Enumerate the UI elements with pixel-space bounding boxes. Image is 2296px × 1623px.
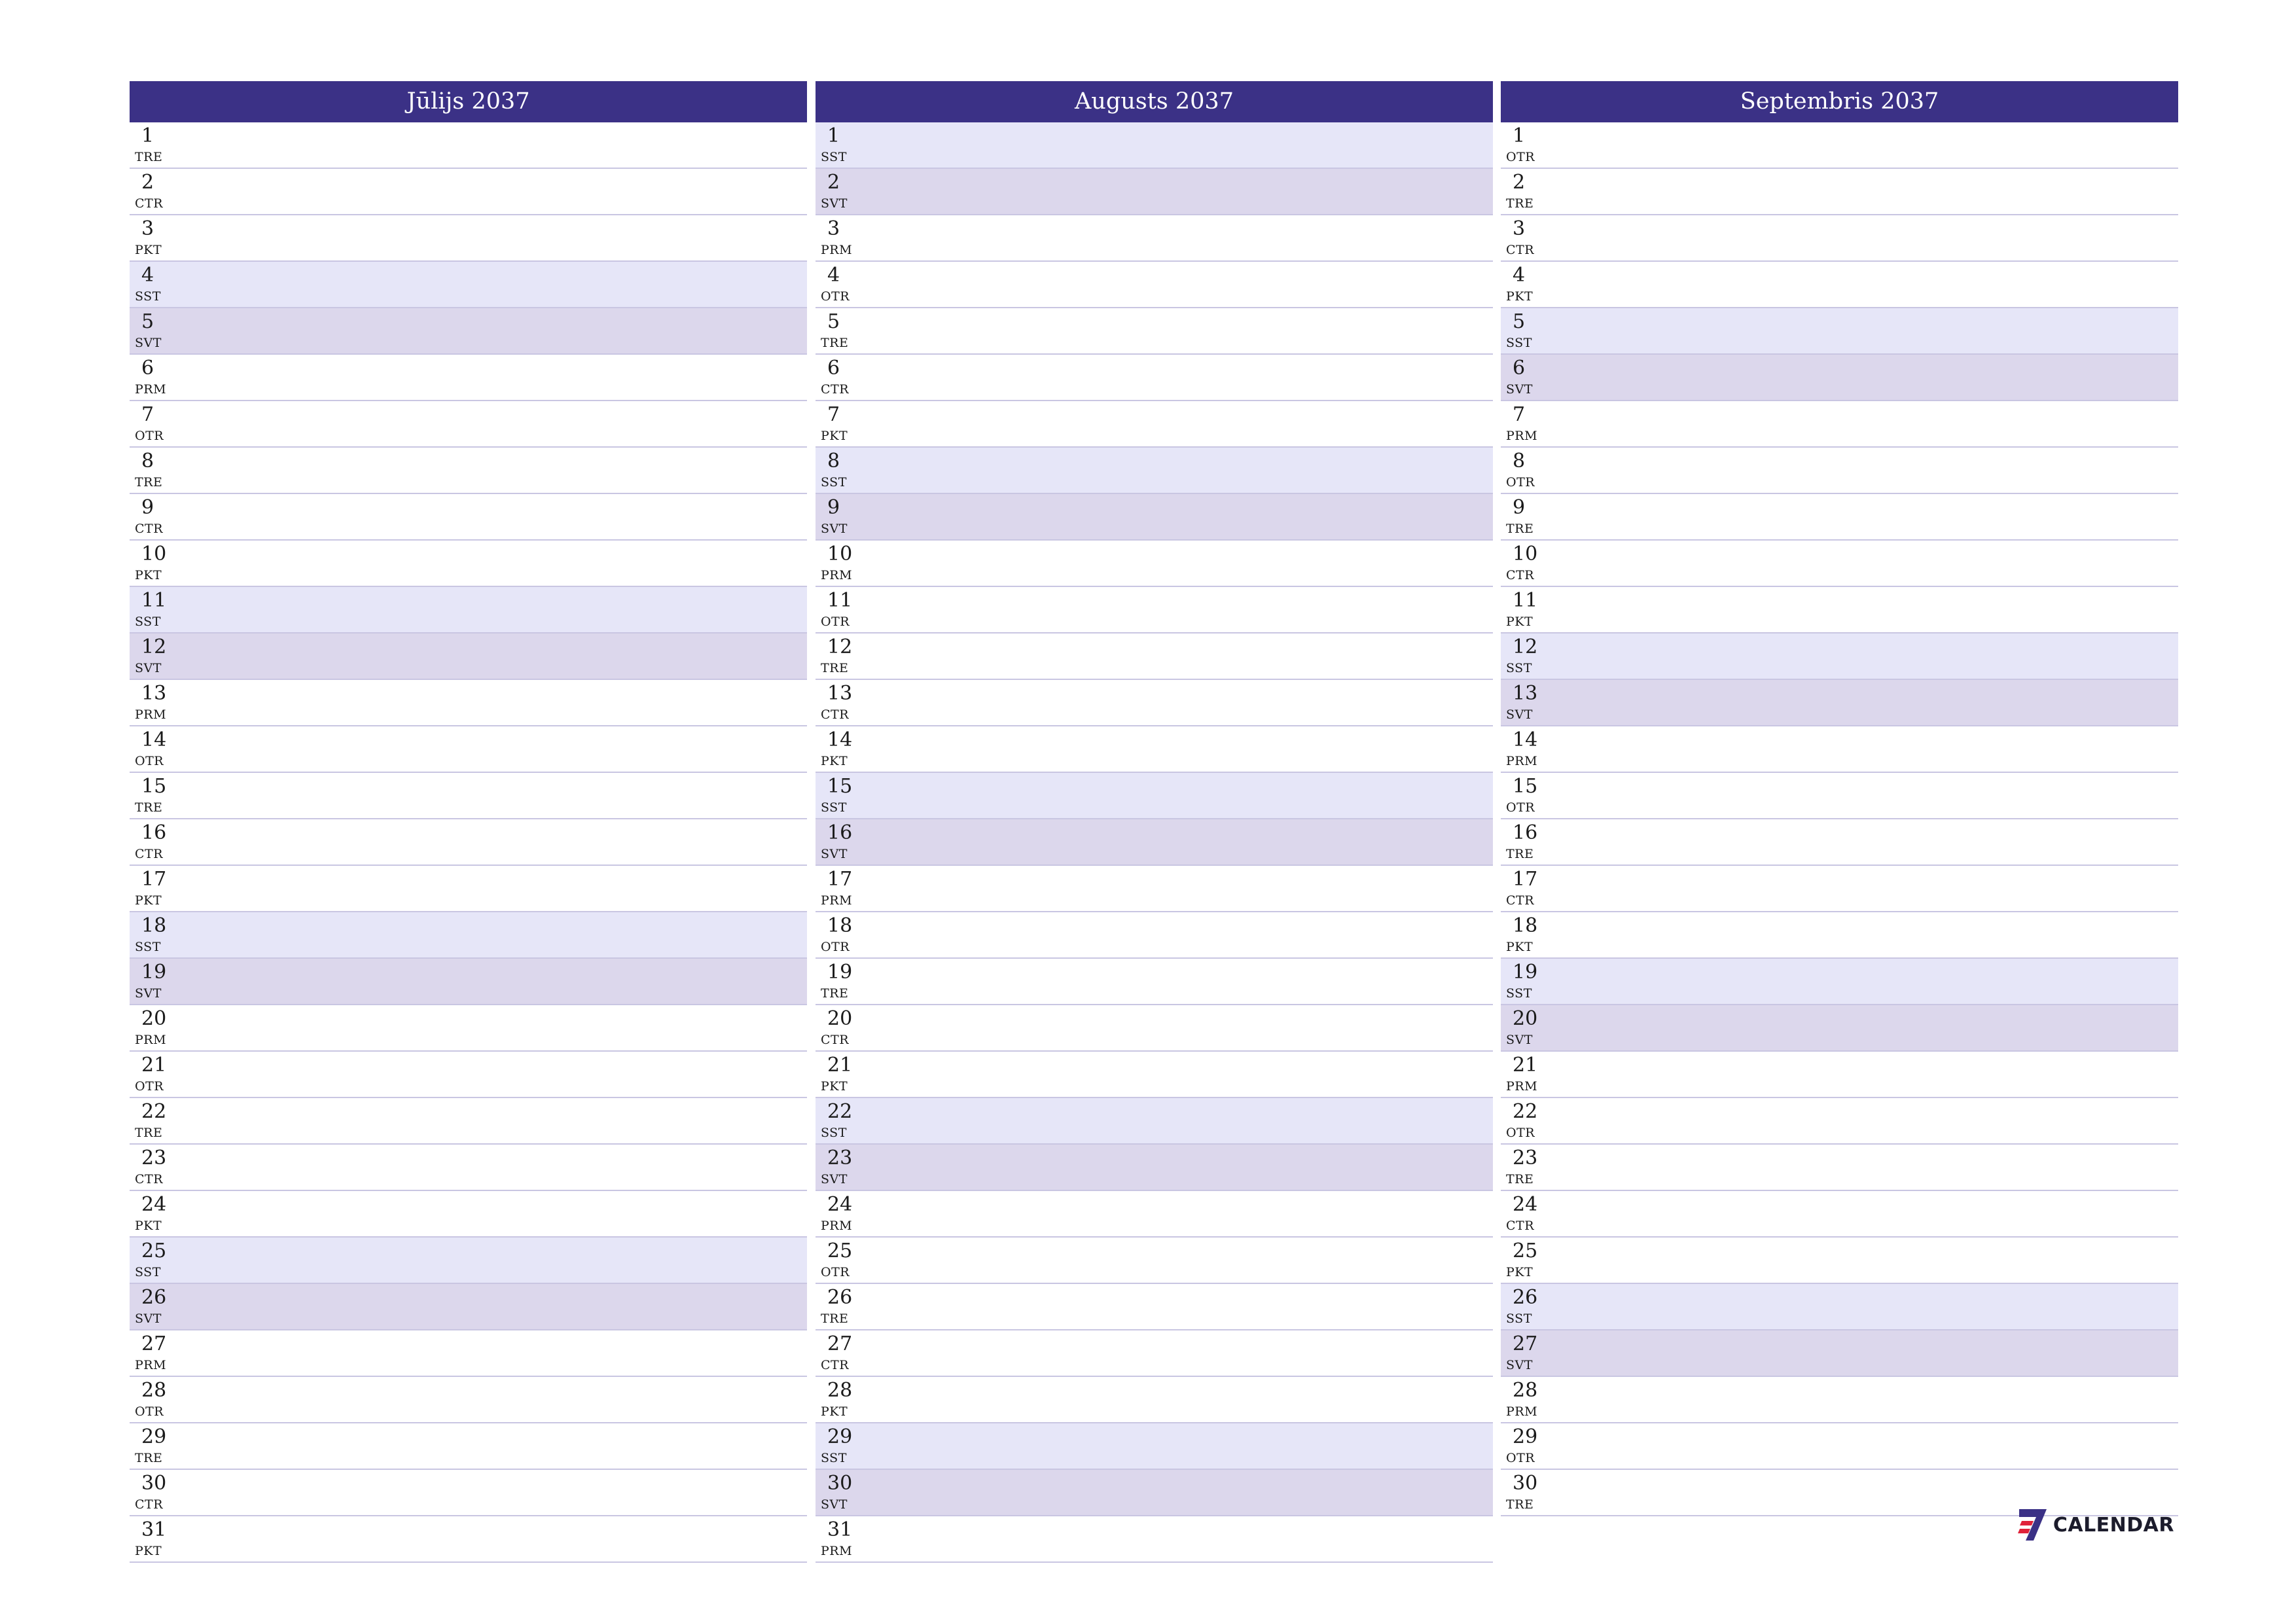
day-row bbox=[816, 1470, 1493, 1516]
weekday-label: OTR bbox=[821, 289, 850, 304]
day-row bbox=[1501, 1098, 2178, 1145]
day-number: 27 bbox=[1513, 1332, 1538, 1355]
day-number: 2 bbox=[141, 171, 154, 194]
day-row bbox=[130, 169, 807, 215]
weekday-label: SVT bbox=[1506, 1033, 1533, 1047]
weekday-label: SVT bbox=[821, 522, 848, 536]
weekday-label: PRM bbox=[135, 1358, 167, 1372]
weekday-label: CTR bbox=[1506, 243, 1535, 257]
day-number: 16 bbox=[141, 821, 167, 844]
weekday-label: SST bbox=[135, 940, 161, 954]
day-row bbox=[1501, 1238, 2178, 1284]
day-number: 31 bbox=[827, 1518, 853, 1541]
weekday-label: PRM bbox=[1506, 1079, 1538, 1094]
day-number: 23 bbox=[141, 1147, 167, 1169]
day-row bbox=[130, 1516, 807, 1563]
day-row bbox=[130, 1005, 807, 1052]
weekday-label: TRE bbox=[821, 986, 849, 1001]
weekday-label: SST bbox=[1506, 1311, 1532, 1326]
day-row bbox=[130, 308, 807, 355]
day-number: 2 bbox=[1513, 171, 1526, 194]
day-row bbox=[1501, 819, 2178, 866]
day-row bbox=[816, 680, 1493, 726]
day-number: 22 bbox=[827, 1100, 853, 1123]
day-number: 21 bbox=[141, 1054, 167, 1077]
day-row bbox=[816, 1005, 1493, 1052]
day-number: 13 bbox=[1513, 682, 1538, 705]
weekday-label: PRM bbox=[135, 382, 167, 397]
day-number: 23 bbox=[827, 1147, 853, 1169]
day-row bbox=[1501, 215, 2178, 262]
weekday-label: SST bbox=[135, 289, 161, 304]
day-row bbox=[816, 1284, 1493, 1330]
day-row bbox=[130, 1052, 807, 1098]
day-number: 26 bbox=[1513, 1286, 1538, 1309]
weekday-label: TRE bbox=[821, 661, 849, 675]
day-row bbox=[816, 819, 1493, 866]
weekday-label: CTR bbox=[821, 1358, 850, 1372]
day-row bbox=[130, 1423, 807, 1470]
day-row bbox=[1501, 726, 2178, 773]
day-number: 25 bbox=[141, 1240, 167, 1262]
day-number: 6 bbox=[141, 357, 154, 380]
day-number: 28 bbox=[1513, 1379, 1538, 1402]
weekday-label: OTR bbox=[135, 429, 164, 443]
weekday-label: OTR bbox=[135, 754, 164, 768]
day-row bbox=[816, 1516, 1493, 1563]
day-number: 15 bbox=[1513, 775, 1538, 798]
weekday-label: TRE bbox=[135, 1126, 163, 1140]
weekday-label: SVT bbox=[135, 986, 162, 1001]
day-row bbox=[816, 541, 1493, 587]
day-row bbox=[130, 1191, 807, 1238]
day-number: 16 bbox=[827, 821, 853, 844]
day-row bbox=[1501, 912, 2178, 959]
weekday-label: PKT bbox=[1506, 615, 1534, 629]
weekday-label: SST bbox=[1506, 986, 1532, 1001]
day-number: 14 bbox=[141, 728, 167, 751]
weekday-label: SST bbox=[821, 1126, 847, 1140]
weekday-label: PRM bbox=[1506, 754, 1538, 768]
weekday-label: SST bbox=[821, 150, 847, 164]
day-number: 30 bbox=[1513, 1472, 1538, 1495]
day-number: 12 bbox=[141, 635, 167, 658]
day-number: 21 bbox=[827, 1054, 853, 1077]
day-row bbox=[130, 1330, 807, 1377]
day-number: 10 bbox=[141, 543, 167, 565]
day-row bbox=[1501, 1005, 2178, 1052]
weekday-label: PKT bbox=[135, 1219, 162, 1233]
day-row bbox=[130, 355, 807, 401]
weekday-label: PRM bbox=[821, 1219, 853, 1233]
day-number: 24 bbox=[141, 1193, 167, 1216]
day-row bbox=[816, 215, 1493, 262]
day-row bbox=[130, 587, 807, 633]
day-row bbox=[816, 494, 1493, 541]
day-row bbox=[1501, 541, 2178, 587]
day-number: 19 bbox=[141, 961, 167, 984]
day-row bbox=[1501, 1423, 2178, 1470]
day-number: 10 bbox=[827, 543, 853, 565]
day-row bbox=[816, 587, 1493, 633]
day-number: 22 bbox=[1513, 1100, 1538, 1123]
weekday-label: OTR bbox=[821, 1265, 850, 1279]
weekday-label: TRE bbox=[1506, 196, 1534, 211]
weekday-label: SVT bbox=[135, 336, 162, 350]
day-row bbox=[130, 726, 807, 773]
weekday-label: CTR bbox=[1506, 1219, 1535, 1233]
day-number: 29 bbox=[1513, 1425, 1538, 1448]
day-row bbox=[816, 1238, 1493, 1284]
day-number: 18 bbox=[141, 914, 167, 937]
day-number: 19 bbox=[827, 961, 853, 984]
weekday-label: PKT bbox=[821, 754, 848, 768]
day-number: 15 bbox=[141, 775, 167, 798]
day-row bbox=[130, 819, 807, 866]
weekday-label: TRE bbox=[135, 150, 163, 164]
day-number: 5 bbox=[1513, 310, 1526, 333]
day-row bbox=[816, 1098, 1493, 1145]
day-row bbox=[816, 1145, 1493, 1191]
weekday-label: PKT bbox=[1506, 1265, 1534, 1279]
day-number: 3 bbox=[1513, 217, 1526, 240]
day-row bbox=[1501, 355, 2178, 401]
day-number: 5 bbox=[827, 310, 840, 333]
weekday-label: TRE bbox=[1506, 522, 1534, 536]
day-number: 12 bbox=[1513, 635, 1538, 658]
weekday-label: CTR bbox=[1506, 568, 1535, 582]
weekday-label: TRE bbox=[135, 1451, 163, 1465]
weekday-label: CTR bbox=[135, 1497, 164, 1512]
weekday-label: CTR bbox=[135, 847, 164, 861]
day-number: 5 bbox=[141, 310, 154, 333]
day-row bbox=[1501, 773, 2178, 819]
day-row bbox=[130, 401, 807, 448]
day-row bbox=[816, 959, 1493, 1005]
day-row bbox=[816, 866, 1493, 912]
weekday-label: PRM bbox=[1506, 1404, 1538, 1419]
month-header: Jūlijs 2037 bbox=[130, 81, 807, 122]
day-number: 20 bbox=[827, 1007, 853, 1030]
day-row bbox=[1501, 308, 2178, 355]
day-row bbox=[130, 1470, 807, 1516]
day-number: 7 bbox=[1513, 403, 1526, 426]
day-number: 11 bbox=[827, 589, 853, 612]
weekday-label: PRM bbox=[821, 568, 853, 582]
month-column-september bbox=[1501, 81, 2178, 1516]
day-number: 4 bbox=[827, 264, 840, 287]
day-row bbox=[1501, 262, 2178, 308]
weekday-label: SVT bbox=[821, 196, 848, 211]
weekday-label: CTR bbox=[821, 1033, 850, 1047]
day-number: 8 bbox=[141, 450, 154, 473]
weekday-label: OTR bbox=[1506, 800, 1535, 815]
day-row bbox=[816, 1191, 1493, 1238]
weekday-label: PKT bbox=[1506, 289, 1534, 304]
weekday-label: SVT bbox=[1506, 382, 1533, 397]
day-number: 29 bbox=[827, 1425, 853, 1448]
day-number: 13 bbox=[141, 682, 167, 705]
day-number: 13 bbox=[827, 682, 853, 705]
weekday-label: OTR bbox=[1506, 1126, 1535, 1140]
day-number: 29 bbox=[141, 1425, 167, 1448]
day-number: 9 bbox=[141, 496, 154, 519]
day-row bbox=[130, 1284, 807, 1330]
weekday-label: OTR bbox=[1506, 1451, 1535, 1465]
day-list bbox=[1501, 122, 2178, 1516]
weekday-label: PRM bbox=[135, 707, 167, 722]
day-row bbox=[816, 1052, 1493, 1098]
day-row bbox=[1501, 448, 2178, 494]
day-row bbox=[130, 215, 807, 262]
month-column-august bbox=[816, 81, 1493, 1563]
weekday-label: OTR bbox=[135, 1079, 164, 1094]
day-row bbox=[130, 448, 807, 494]
day-row bbox=[1501, 633, 2178, 680]
day-number: 3 bbox=[827, 217, 840, 240]
day-number: 27 bbox=[827, 1332, 853, 1355]
day-number: 2 bbox=[827, 171, 840, 194]
day-number: 7 bbox=[827, 403, 840, 426]
weekday-label: OTR bbox=[821, 615, 850, 629]
day-number: 30 bbox=[827, 1472, 853, 1495]
day-row bbox=[1501, 1284, 2178, 1330]
day-row bbox=[130, 122, 807, 169]
weekday-label: CTR bbox=[821, 382, 850, 397]
day-number: 18 bbox=[827, 914, 853, 937]
day-row bbox=[130, 912, 807, 959]
day-number: 1 bbox=[827, 124, 840, 147]
month-header: Augusts 2037 bbox=[816, 81, 1493, 122]
weekday-label: SST bbox=[135, 1265, 161, 1279]
day-row bbox=[816, 169, 1493, 215]
weekday-label: TRE bbox=[1506, 847, 1534, 861]
weekday-label: SST bbox=[821, 1451, 847, 1465]
day-row bbox=[816, 1377, 1493, 1423]
day-row bbox=[1501, 1052, 2178, 1098]
weekday-label: OTR bbox=[1506, 150, 1535, 164]
weekday-label: CTR bbox=[135, 196, 164, 211]
day-number: 7 bbox=[141, 403, 154, 426]
day-row bbox=[816, 401, 1493, 448]
day-number: 6 bbox=[1513, 357, 1526, 380]
day-row bbox=[816, 262, 1493, 308]
day-number: 30 bbox=[141, 1472, 167, 1495]
day-row bbox=[1501, 1145, 2178, 1191]
weekday-label: TRE bbox=[135, 800, 163, 815]
weekday-label: SVT bbox=[821, 1497, 848, 1512]
weekday-label: OTR bbox=[135, 1404, 164, 1419]
weekday-label: PKT bbox=[1506, 940, 1534, 954]
weekday-label: PRM bbox=[821, 1544, 853, 1558]
day-number: 1 bbox=[1513, 124, 1526, 147]
weekday-label: PRM bbox=[1506, 429, 1538, 443]
day-number: 17 bbox=[141, 868, 167, 891]
day-row bbox=[816, 308, 1493, 355]
weekday-label: PKT bbox=[135, 568, 162, 582]
day-number: 26 bbox=[827, 1286, 853, 1309]
day-row bbox=[1501, 587, 2178, 633]
day-number: 14 bbox=[1513, 728, 1538, 751]
day-number: 17 bbox=[827, 868, 853, 891]
month-header: Septembris 2037 bbox=[1501, 81, 2178, 122]
day-row bbox=[130, 773, 807, 819]
weekday-label: PRM bbox=[821, 893, 853, 908]
day-number: 11 bbox=[1513, 589, 1538, 612]
day-row bbox=[130, 262, 807, 308]
weekday-label: SVT bbox=[1506, 707, 1533, 722]
day-row bbox=[816, 122, 1493, 169]
day-row bbox=[1501, 1191, 2178, 1238]
day-number: 16 bbox=[1513, 821, 1538, 844]
day-number: 23 bbox=[1513, 1147, 1538, 1169]
day-list bbox=[816, 122, 1493, 1563]
day-row bbox=[130, 1238, 807, 1284]
weekday-label: SVT bbox=[821, 1172, 848, 1186]
month-column-july bbox=[130, 81, 807, 1563]
day-number: 9 bbox=[827, 496, 840, 519]
day-row bbox=[1501, 401, 2178, 448]
weekday-label: SVT bbox=[1506, 1358, 1533, 1372]
day-number: 24 bbox=[827, 1193, 853, 1216]
weekday-label: PRM bbox=[821, 243, 853, 257]
day-number: 19 bbox=[1513, 961, 1538, 984]
brand-text: CALENDAR bbox=[2053, 1513, 2174, 1537]
day-number: 4 bbox=[1513, 264, 1526, 287]
weekday-label: PKT bbox=[135, 1544, 162, 1558]
day-number: 12 bbox=[827, 635, 853, 658]
day-number: 1 bbox=[141, 124, 154, 147]
weekday-label: TRE bbox=[135, 475, 163, 490]
weekday-label: SST bbox=[135, 615, 161, 629]
day-number: 25 bbox=[1513, 1240, 1538, 1262]
weekday-label: CTR bbox=[821, 707, 850, 722]
weekday-label: PKT bbox=[821, 429, 848, 443]
day-row bbox=[130, 866, 807, 912]
day-number: 11 bbox=[141, 589, 167, 612]
weekday-label: SVT bbox=[135, 661, 162, 675]
day-row bbox=[1501, 680, 2178, 726]
day-number: 9 bbox=[1513, 496, 1526, 519]
day-row bbox=[130, 1098, 807, 1145]
day-number: 28 bbox=[827, 1379, 853, 1402]
day-number: 14 bbox=[827, 728, 853, 751]
day-number: 18 bbox=[1513, 914, 1538, 937]
weekday-label: PKT bbox=[135, 243, 162, 257]
day-row bbox=[816, 726, 1493, 773]
weekday-label: SVT bbox=[135, 1311, 162, 1326]
day-number: 21 bbox=[1513, 1054, 1538, 1077]
day-row bbox=[1501, 866, 2178, 912]
weekday-label: OTR bbox=[1506, 475, 1535, 490]
day-row bbox=[1501, 959, 2178, 1005]
day-row bbox=[130, 1377, 807, 1423]
brand-logo bbox=[2018, 1508, 2174, 1542]
day-row bbox=[816, 1423, 1493, 1470]
weekday-label: PKT bbox=[135, 893, 162, 908]
day-number: 26 bbox=[141, 1286, 167, 1309]
day-row bbox=[1501, 1330, 2178, 1377]
day-number: 3 bbox=[141, 217, 154, 240]
weekday-label: TRE bbox=[821, 336, 849, 350]
weekday-label: CTR bbox=[135, 1172, 164, 1186]
weekday-label: SST bbox=[821, 800, 847, 815]
weekday-label: OTR bbox=[821, 940, 850, 954]
weekday-label: PKT bbox=[821, 1079, 848, 1094]
day-row bbox=[816, 912, 1493, 959]
day-row bbox=[130, 959, 807, 1005]
day-row bbox=[130, 633, 807, 680]
day-number: 6 bbox=[827, 357, 840, 380]
weekday-label: SST bbox=[1506, 661, 1532, 675]
day-row bbox=[130, 680, 807, 726]
day-number: 22 bbox=[141, 1100, 167, 1123]
day-row bbox=[1501, 1377, 2178, 1423]
day-number: 27 bbox=[141, 1332, 167, 1355]
seven-logo-icon bbox=[2018, 1508, 2048, 1542]
weekday-label: TRE bbox=[1506, 1172, 1534, 1186]
weekday-label: TRE bbox=[1506, 1497, 1534, 1512]
weekday-label: PRM bbox=[135, 1033, 167, 1047]
day-number: 20 bbox=[141, 1007, 167, 1030]
day-number: 8 bbox=[1513, 450, 1526, 473]
day-number: 4 bbox=[141, 264, 154, 287]
day-number: 8 bbox=[827, 450, 840, 473]
day-row bbox=[816, 773, 1493, 819]
day-number: 10 bbox=[1513, 543, 1538, 565]
day-row bbox=[1501, 122, 2178, 169]
day-list bbox=[130, 122, 807, 1563]
day-row bbox=[130, 1145, 807, 1191]
weekday-label: CTR bbox=[135, 522, 164, 536]
day-number: 24 bbox=[1513, 1193, 1538, 1216]
weekday-label: SST bbox=[821, 475, 847, 490]
day-row bbox=[816, 1330, 1493, 1377]
day-number: 28 bbox=[141, 1379, 167, 1402]
day-row bbox=[1501, 169, 2178, 215]
day-number: 31 bbox=[141, 1518, 167, 1541]
weekday-label: PKT bbox=[821, 1404, 848, 1419]
weekday-label: SST bbox=[1506, 336, 1532, 350]
day-row bbox=[816, 355, 1493, 401]
weekday-label: CTR bbox=[1506, 893, 1535, 908]
day-number: 17 bbox=[1513, 868, 1538, 891]
day-row bbox=[130, 494, 807, 541]
day-row bbox=[816, 448, 1493, 494]
day-row bbox=[816, 633, 1493, 680]
weekday-label: SVT bbox=[821, 847, 848, 861]
day-row bbox=[130, 541, 807, 587]
day-number: 25 bbox=[827, 1240, 853, 1262]
weekday-label: TRE bbox=[821, 1311, 849, 1326]
day-number: 15 bbox=[827, 775, 853, 798]
day-number: 20 bbox=[1513, 1007, 1538, 1030]
day-row bbox=[1501, 494, 2178, 541]
